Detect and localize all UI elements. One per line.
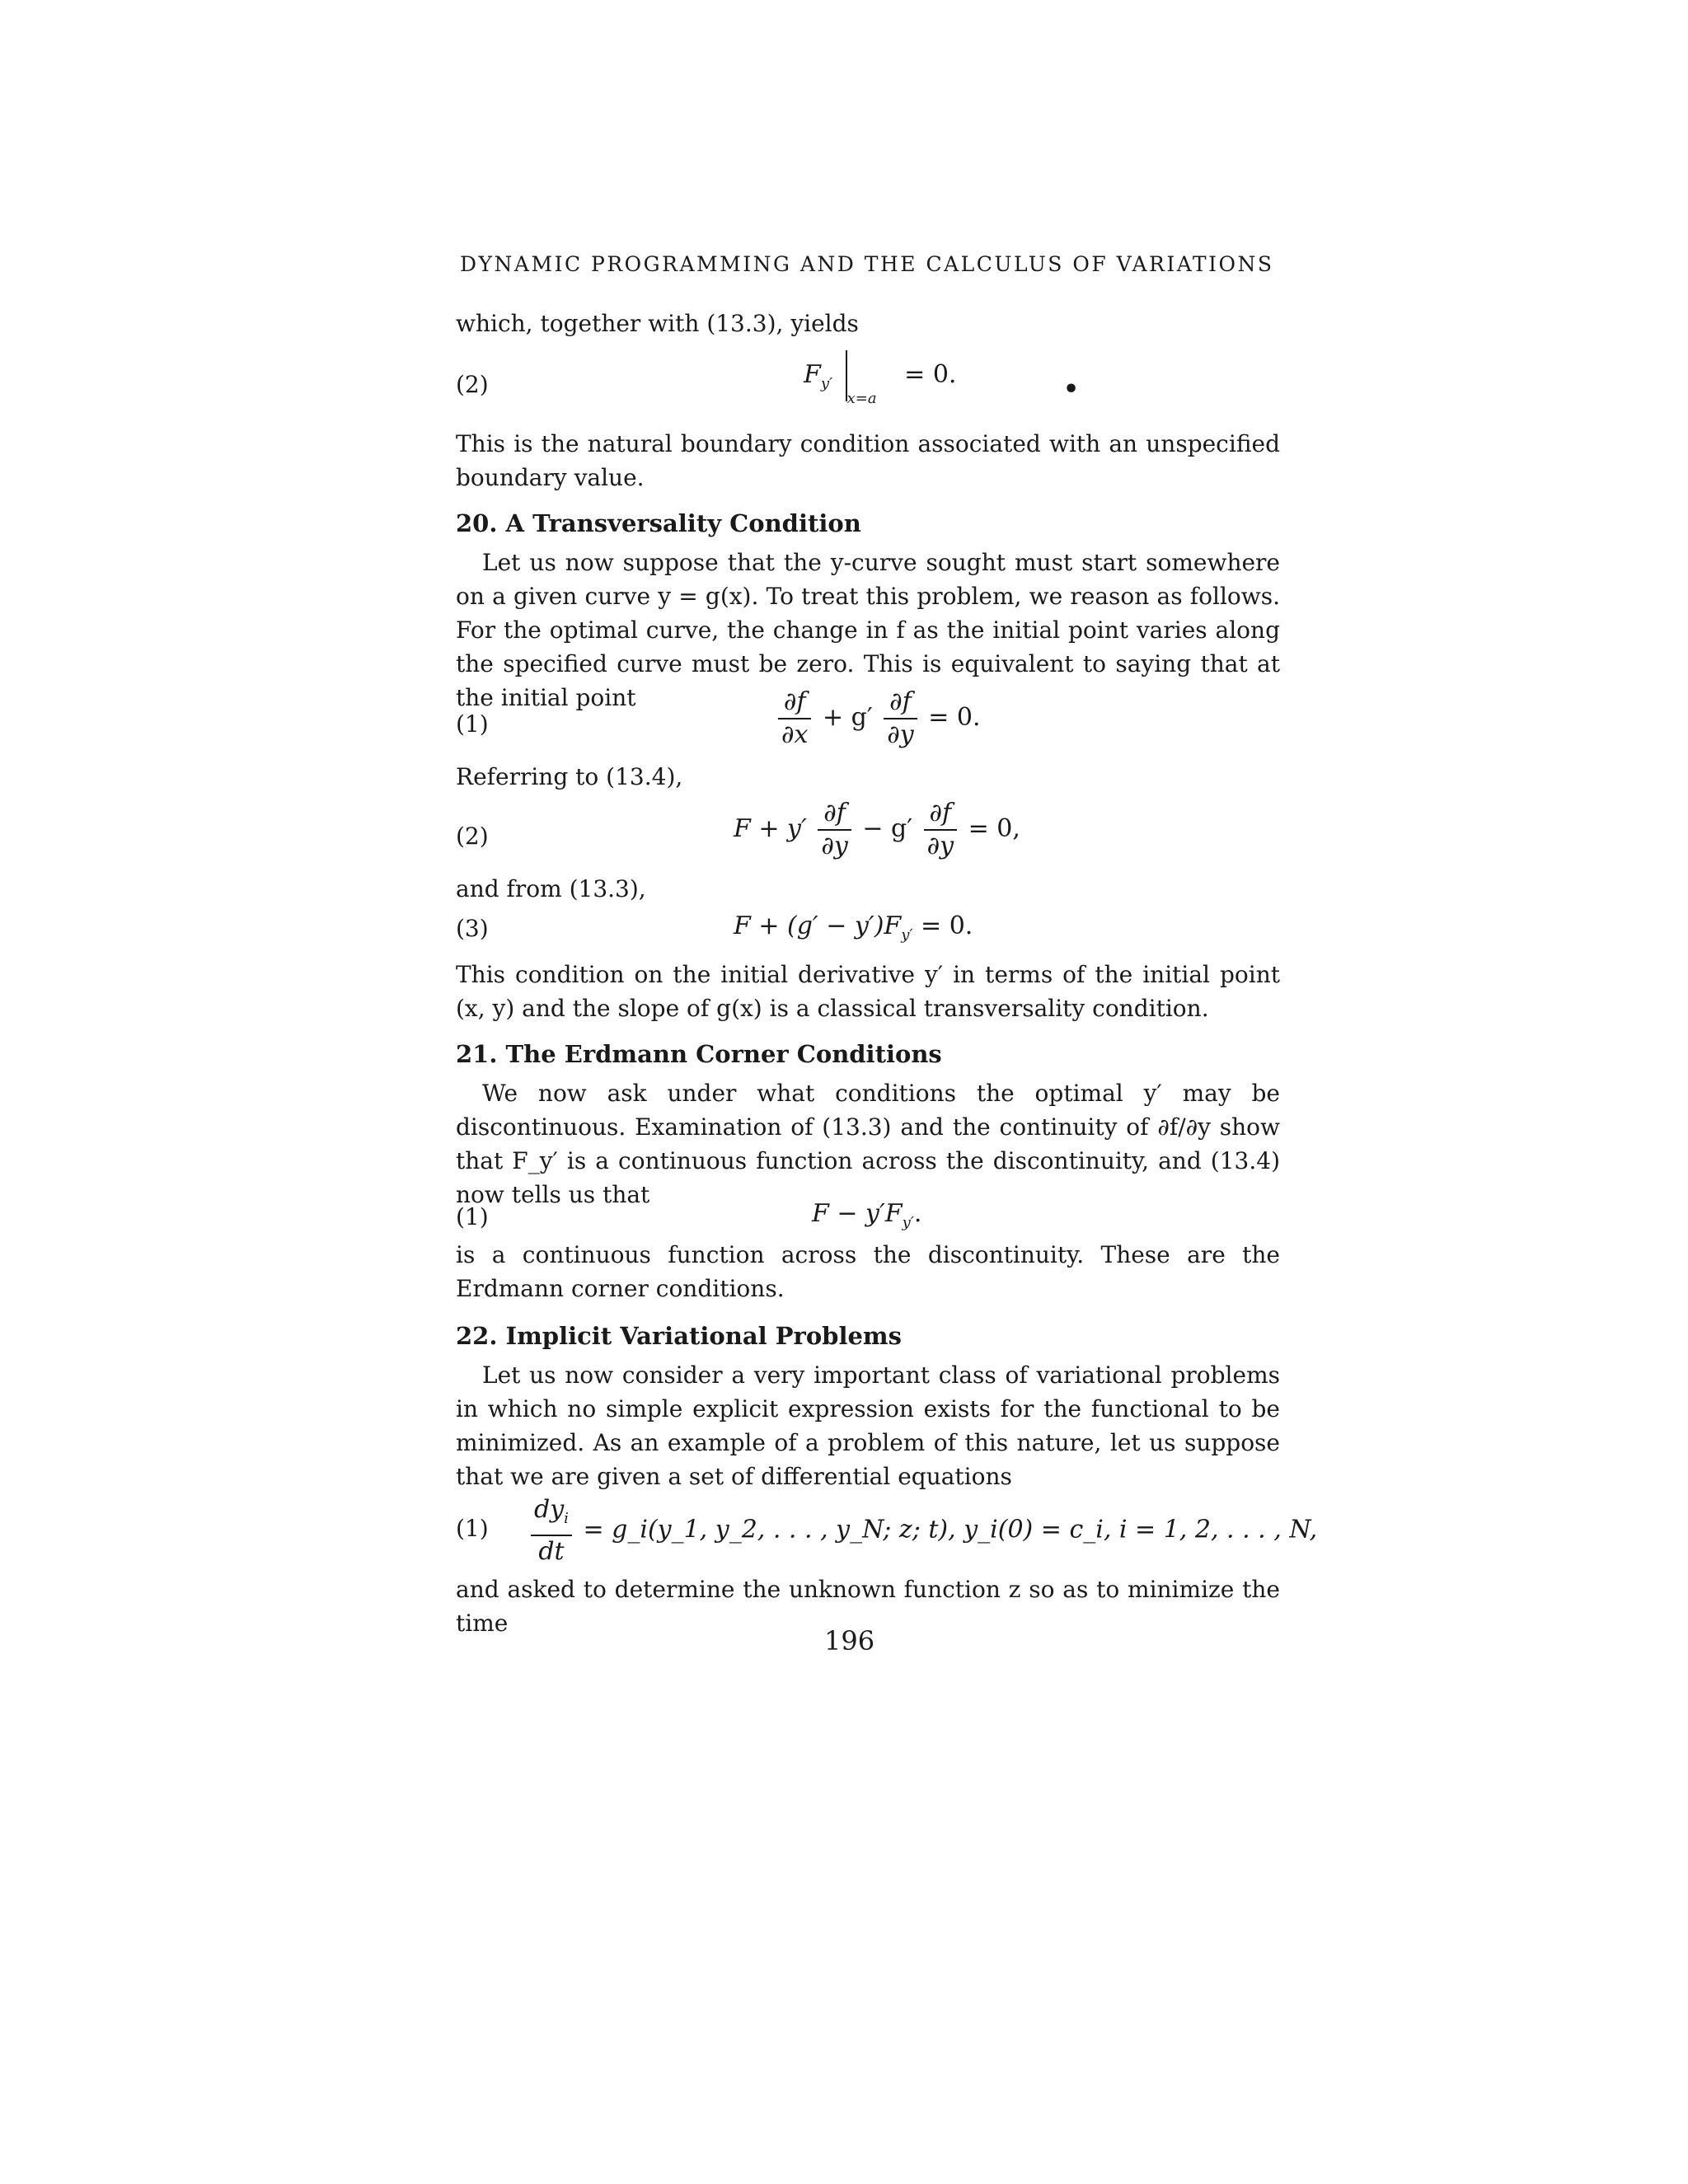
s20-eq2-number: (2)	[456, 823, 489, 850]
s21-eq1-sub: y′	[902, 1214, 914, 1231]
s20-eq1-frac2: $\frac{\partial f}{\partial y}$	[884, 688, 917, 749]
s21-eq1-number: (1)	[456, 1203, 489, 1230]
eq-2a-lhs: F	[804, 360, 821, 389]
eq-2a-rhs: = 0.	[904, 360, 957, 389]
s20-eq3	[734, 912, 973, 944]
s22-eq1-rhs: = g_i(y_1, y_2, . . . , y_N; z; t), y_i(0) = c_i, i = 1, 2, . . . , N,	[583, 1515, 1318, 1544]
s20-eq1-rhs: = 0.	[928, 703, 981, 732]
section-21-para: We now ask under what conditions the optimal y′ may be discontinuous. Examination of (13.3) and the continuity of ∂f/∂y show that F_y′ is a continuous function across the discontinuity, and (13.4) now tells us that	[456, 1080, 1280, 1208]
section-22-closing: and asked to determine the unknown function z so as to minimize the time	[456, 1576, 1280, 1637]
s20-eq2-lead: F + y′	[734, 814, 807, 843]
s20-eq2-minus-g: − g′	[862, 814, 913, 843]
running-head: DYNAMIC PROGRAMMING AND THE CALCULUS OF VARIATIONS	[460, 252, 1274, 276]
section-20-closing: This condition on the initial derivative y′ in terms of the initial point (x, y) and the slope of g(x) is a classical transversality condition.	[456, 961, 1280, 1022]
s20-eq3-rhs: = 0.	[921, 912, 973, 940]
section-22-para: Let us now consider a very important class of variational problems in which no simple explicit expression exists for the functional to be minimized. As an example of a problem of this nature, let us suppose that we are given a set of differential equations	[456, 1361, 1280, 1490]
and-from-line: and from (13.3),	[456, 875, 646, 902]
section-21-closing: is a continuous function across the discontinuity. These are the Erdmann corner conditions.	[456, 1241, 1280, 1302]
s20-eq2	[734, 799, 1020, 860]
section-20-para: Let us now suppose that the y-curve sought must start somewhere on a given curve y = g(x). To treat this problem, we reason as follows. For the optimal curve, the change in f as the initial point varies along the specified curve must be zero. This is equivalent to saying that at the initial point	[456, 549, 1280, 711]
s21-eq1	[812, 1199, 921, 1231]
s20-eq1-number: (1)	[456, 710, 489, 738]
s20-eq2-frac1: $\frac{\partial f}{\partial y}$	[818, 799, 851, 860]
eq-2a-number: (2)	[456, 371, 489, 398]
s22-eq1-frac: $\frac{dy_i}{dt}$	[531, 1496, 572, 1566]
s20-eq3-sub: y′	[901, 926, 913, 944]
s20-eq2-rhs: = 0,	[968, 814, 1020, 843]
natural-boundary-para: This is the natural boundary condition associated with an unspecified boundary value.	[456, 430, 1280, 491]
eq-2a	[804, 350, 957, 407]
stray-dot: •	[1063, 375, 1080, 404]
s20-eq1	[775, 688, 981, 749]
page-number: 196	[824, 1625, 875, 1657]
s21-eq1-expr: F − y′F	[812, 1199, 903, 1228]
eq-2a-eval-sub: x=a	[846, 390, 877, 407]
section-20-heading: 20. A Transversality Condition	[456, 509, 861, 537]
eq-2a-lhs-sub: y′	[820, 375, 833, 392]
s22-eq1	[528, 1496, 1317, 1566]
s22-eq1-number: (1)	[456, 1515, 489, 1542]
s21-eq1-rhs: .	[913, 1199, 922, 1228]
s20-eq2-frac2: $\frac{\partial f}{\partial y}$	[924, 799, 957, 860]
s20-eq3-number: (3)	[456, 915, 489, 942]
s20-eq1-frac1: $\frac{\partial f}{\partial x}$	[778, 688, 811, 749]
s20-eq3-expr: F + (g′ − y′)F	[734, 912, 902, 940]
s20-eq1-plus-g: + g′	[822, 703, 873, 732]
referring-line: Referring to (13.4),	[456, 763, 683, 790]
section-21-heading: 21. The Erdmann Corner Conditions	[456, 1040, 942, 1068]
section-22-heading: 22. Implicit Variational Problems	[456, 1322, 902, 1350]
intro-line: which, together with (13.3), yields	[456, 310, 859, 337]
